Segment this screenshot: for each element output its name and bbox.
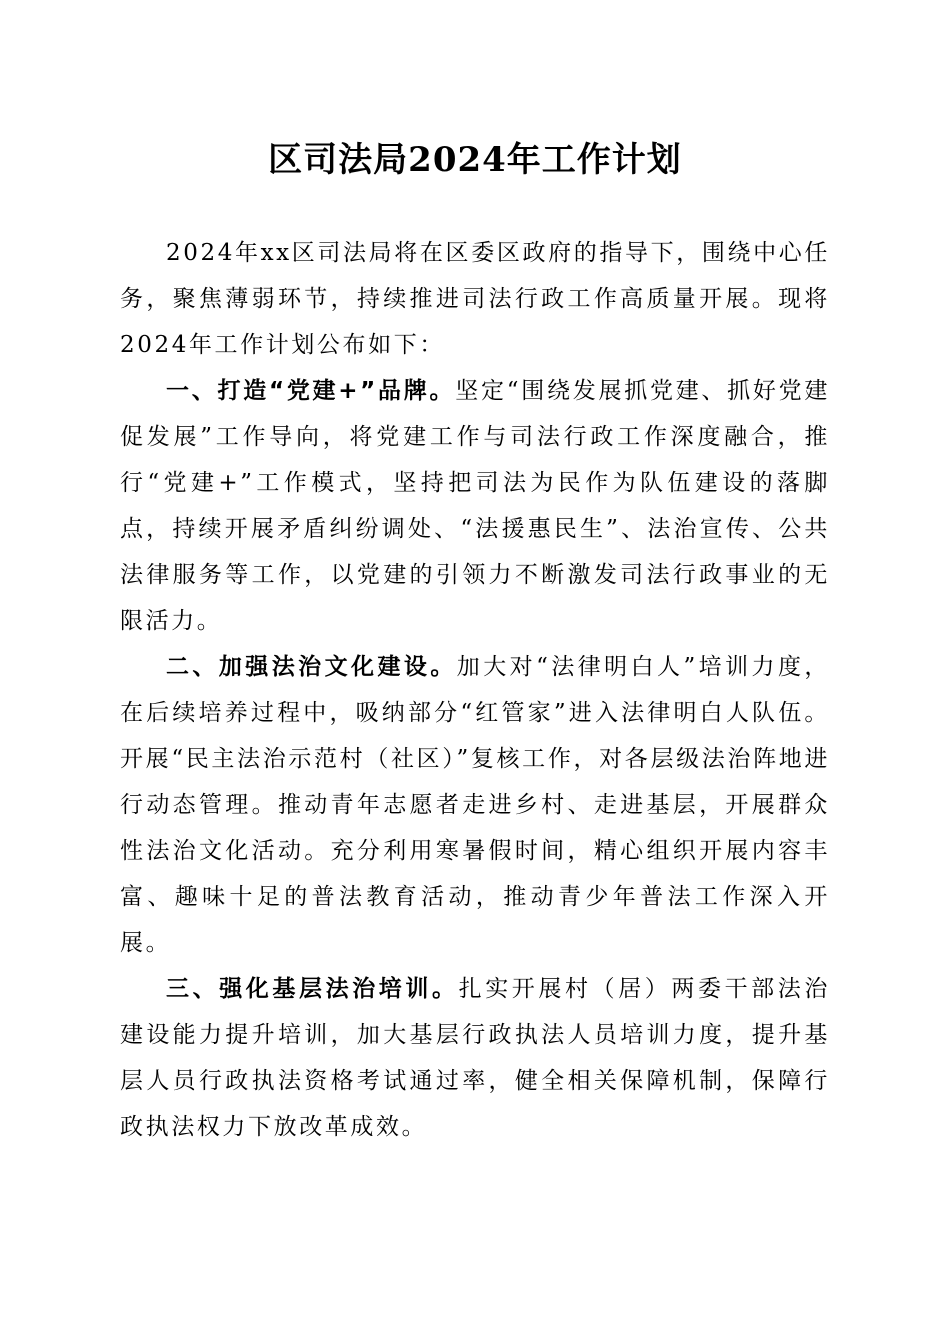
section-heading-3: 三、强化基层法治培训。 [166,976,459,1002]
section-text-2: 加大对“法律明白人”培训力度，在后续培养过程中，吸纳部分“红管家”进入法律明白人队伍。开展“民主法治示范村（社区）”复核工作，对各层级法治阵地进行动态管理。推动青年志愿者走进乡村、走进基层，开展群众性法治文化活动。充分利用寒暑假时间，精心组织开展内容丰富、趣味十足的普法教育活动，推动青少年普法工作深入开展。 [120,654,830,956]
section-heading-2: 二、加强法治文化建设。 [166,654,457,680]
section-paragraph-3 [120,966,830,1150]
section-heading-1: 一、打造“党建+”品牌。 [166,378,456,404]
section-paragraph-2 [120,644,830,966]
section-paragraph-1 [120,368,830,644]
section-text-1: 坚定“围绕发展抓党建、抓好党建促发展”工作导向，将党建工作与司法行政工作深度融合，推行“党建+”工作模式，坚持把司法为民作为队伍建设的落脚点，持续开展矛盾纠纷调处、“法援惠民生”、法治宣传、公共法律服务等工作，以党建的引领力不断激发司法行政事业的无限活力。 [120,378,830,634]
intro-paragraph: 2024年xx区司法局将在区委区政府的指导下，围绕中心任务，聚焦薄弱环节，持续推进司法行政工作高质量开展。现将2024年工作计划公布如下： [120,240,830,358]
document-title: 区司法局2024年工作计划 [268,140,682,180]
document-body [120,230,830,1150]
section-text-3: 扎实开展村（居）两委干部法治建设能力提升培训，加大基层行政执法人员培训力度，提升基层人员行政执法资格考试通过率，健全相关保障机制，保障行政执法权力下放改革成效。 [120,976,830,1140]
